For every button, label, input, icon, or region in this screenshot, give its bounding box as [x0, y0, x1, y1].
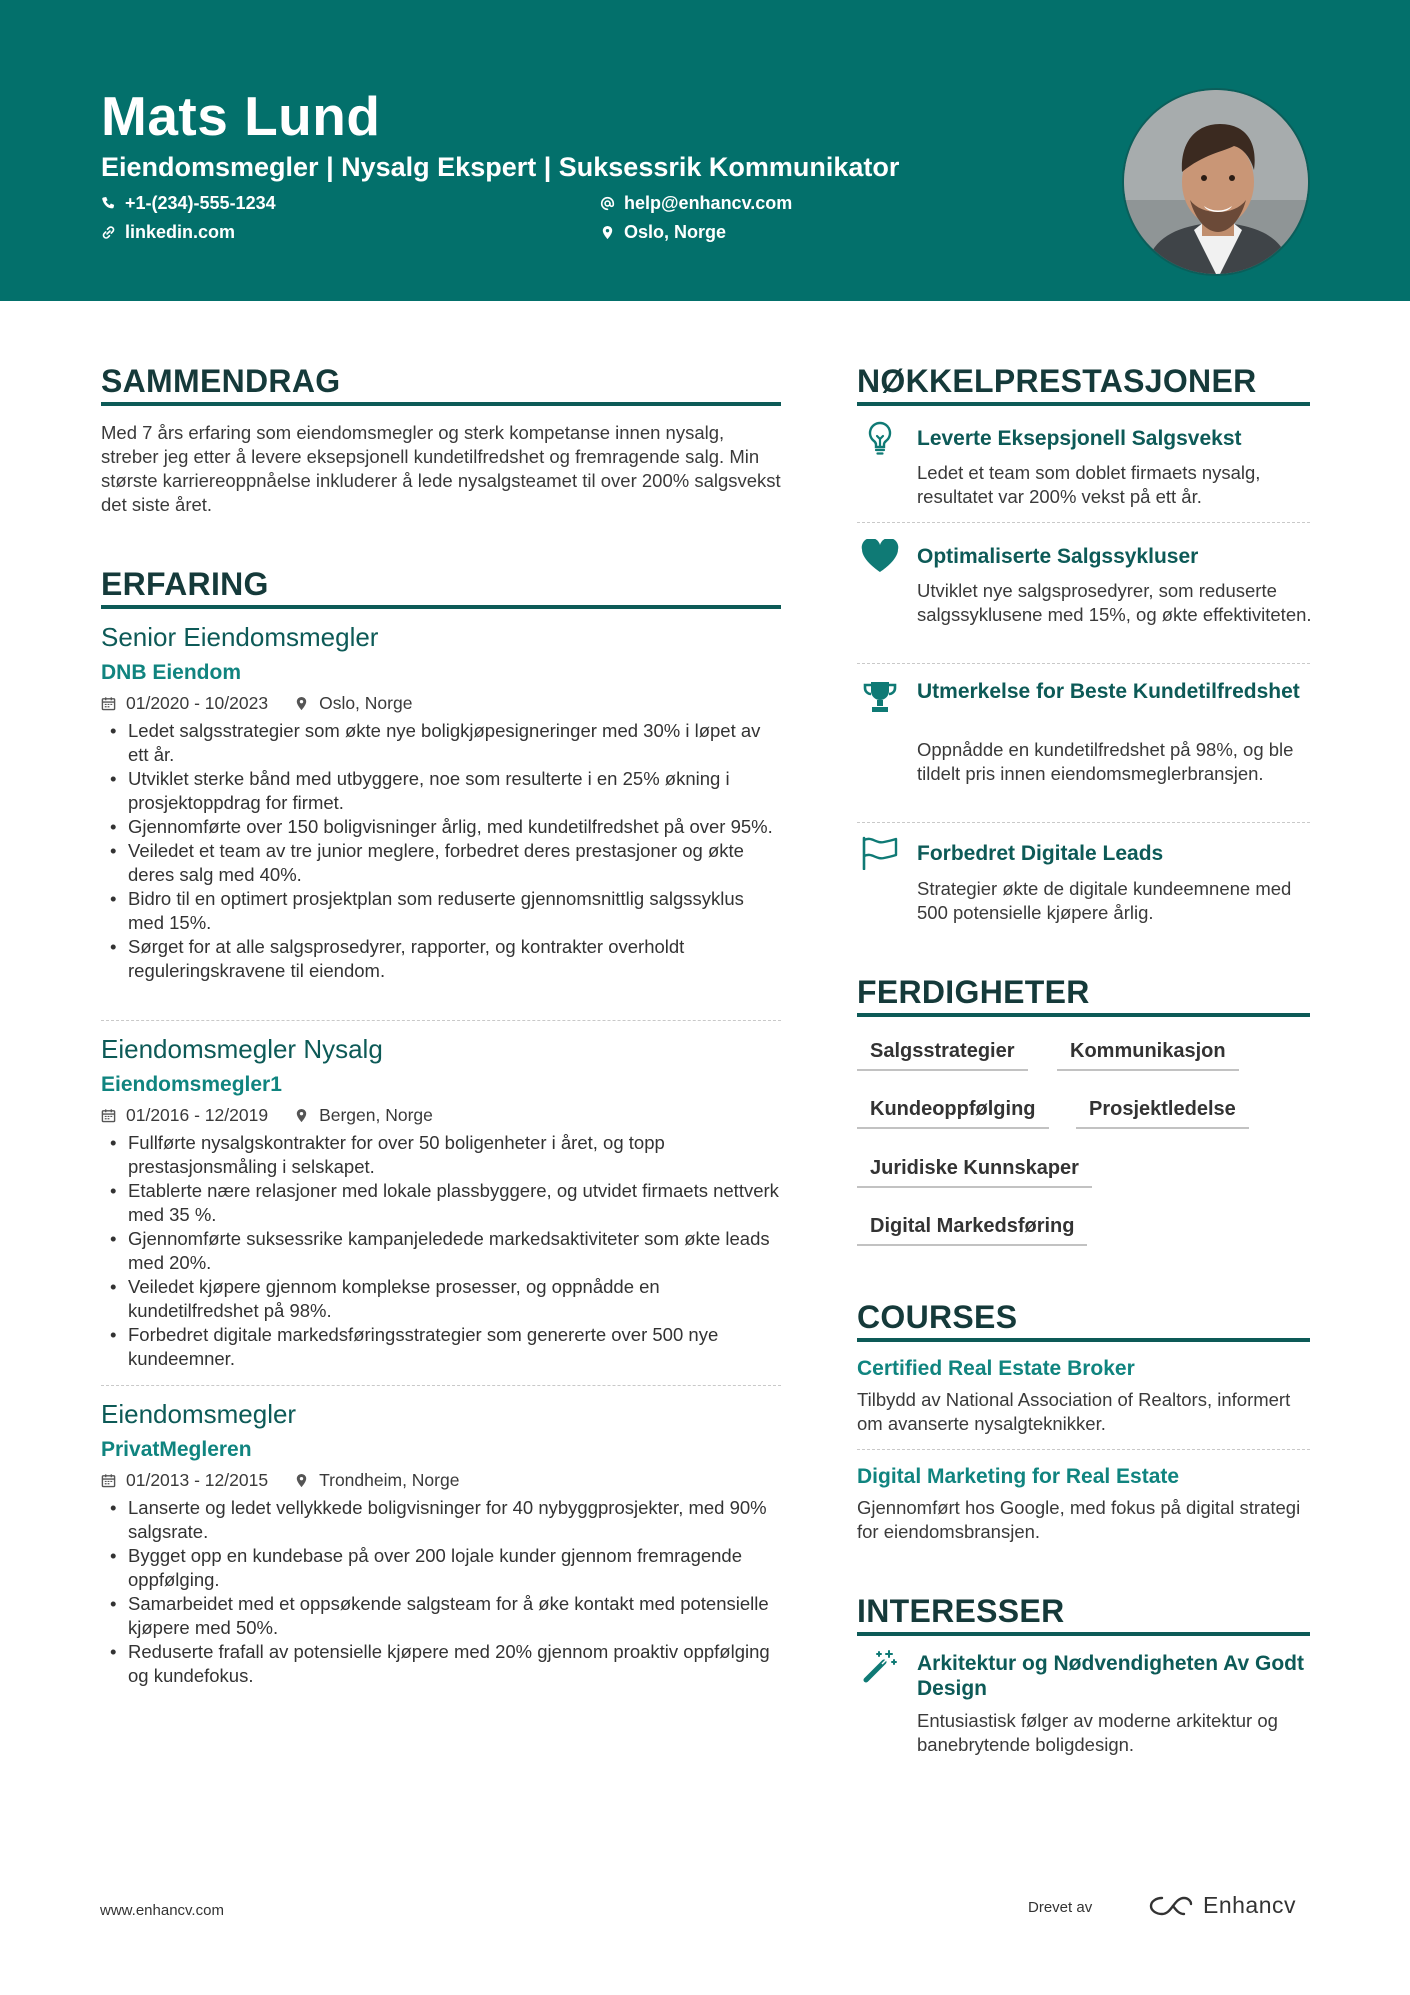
skill-tag: Juridiske Kunnskaper [857, 1154, 1092, 1188]
achievement-desc: Oppnådde en kundetilfredshet på 98%, og ble tildelt pris innen eiendomsmeglerbransjen. [917, 739, 1294, 784]
interests-heading: INTERESSER [857, 1593, 1065, 1629]
contact-phone [101, 193, 276, 214]
job-bullets [101, 1131, 781, 1371]
list-item: • Reduserte frafall av potensielle kjøpere med 20% gjennom proaktiv oppfølging og kundefokus. [101, 1640, 781, 1688]
location-pin-icon [600, 225, 615, 240]
location-text: Oslo, Norge [624, 222, 727, 242]
achievements-rule [857, 402, 1310, 406]
job-title: Eiendomsmegler Nysalg [101, 1034, 383, 1064]
job-dates: 01/2020 - 10/2023 [126, 693, 269, 713]
phone-icon [101, 196, 116, 211]
job-company: Eiendomsmegler1 [101, 1073, 282, 1096]
divider [857, 663, 1310, 664]
location-pin-icon [294, 696, 309, 711]
course-desc: Tilbydd av National Association of Realtors, informert om avanserte nysalgteknikker. [857, 1389, 1291, 1434]
linkedin-text[interactable]: linkedin.com [125, 222, 236, 242]
job-location: Trondheim, Norge [319, 1470, 460, 1490]
job-location: Oslo, Norge [319, 693, 413, 713]
contact-location [600, 222, 726, 243]
profile-photo [1122, 88, 1310, 276]
summary-heading: SAMMENDRAG [101, 363, 341, 399]
achievements-heading: NØKKELPRESTASJONER [857, 363, 1257, 399]
job-location: Bergen, Norge [319, 1105, 433, 1125]
candidate-name: Mats Lund [101, 85, 381, 147]
job-dates: 01/2016 - 12/2019 [126, 1105, 269, 1125]
skill-tag: Prosjektledelse [1076, 1095, 1249, 1129]
experience-rule [101, 605, 781, 609]
enhancv-logo-icon [1148, 1894, 1194, 1918]
divider [857, 1449, 1310, 1450]
location-pin-icon [294, 1473, 309, 1488]
at-icon [600, 196, 615, 211]
course-title: Digital Marketing for Real Estate [857, 1465, 1180, 1488]
contact-email[interactable] [600, 193, 792, 214]
skill-tag: Salgsstrategier [857, 1037, 1028, 1071]
job-company: DNB Eiendom [101, 661, 242, 684]
achievement-desc: Ledet et team som doblet firmaets nysalg, resultatet var 200% vekst på ett år. [917, 462, 1261, 507]
contact-linkedin[interactable] [101, 222, 235, 243]
list-item: • Fullførte nysalgskontrakter for over 50 boligenheter i året, og topp prestasjonsmåling i selskapet. [101, 1131, 781, 1179]
heart-icon [860, 538, 900, 574]
job-meta [101, 1105, 433, 1126]
job-bullets [101, 1496, 781, 1688]
job-title: Eiendomsmegler [101, 1399, 297, 1429]
list-item: • Veiledet et team av tre junior meglere, forbedret deres prestasjoner og økte deres salg med 40%. [101, 839, 781, 887]
location-pin-icon [294, 1108, 309, 1123]
interest-desc: Entusiastisk følger av moderne arkitektur og banebrytende boligdesign. [917, 1710, 1278, 1755]
enhancv-logo-text: Enhancv [1203, 1892, 1297, 1918]
interest-title: Arkitektur og Nødvendigheten Av Godt Design [917, 1652, 1304, 1700]
list-item: • Sørget for at alle salgsprosedyrer, rapporter, og kontrakter overholdt reguleringskravene til eiendom. [101, 935, 781, 983]
skill-tag: Digital Markedsføring [857, 1212, 1087, 1246]
list-item: • Gjennomførte over 150 boligvisninger årlig, med kundetilfredshet på over 95%. [101, 815, 781, 839]
job-title: Senior Eiendomsmegler [101, 622, 379, 652]
job-company: PrivatMegleren [101, 1438, 252, 1461]
list-item: • Ledet salgsstrategier som økte nye boligkjøpesigneringer med 30% i løpet av ett år. [101, 719, 781, 767]
interests-rule [857, 1632, 1310, 1636]
course-title: Certified Real Estate Broker [857, 1357, 1135, 1380]
divider [857, 822, 1310, 823]
trophy-icon [860, 679, 900, 715]
achievement-desc: Strategier økte de digitale kundeemnene med 500 potensielle kjøpere årlig. [917, 878, 1292, 923]
job-meta [101, 1470, 459, 1491]
divider [101, 1020, 781, 1021]
achievement-title: Forbedret Digitale Leads [917, 842, 1164, 865]
list-item: • Bidro til en optimert prosjektplan som reduserte gjennomsnittlig salgssyklus med 15%. [101, 887, 781, 935]
link-icon [101, 225, 116, 240]
divider [101, 1385, 781, 1386]
skills-heading: FERDIGHETER [857, 974, 1090, 1010]
list-item: • Bygget opp en kundebase på over 200 lojale kunder gjennom fremragende oppfølging. [101, 1544, 781, 1592]
list-item: • Utviklet sterke bånd med utbyggere, noe som resulterte i en 25% økning i prosjektoppdrag for firmet. [101, 767, 781, 815]
courses-rule [857, 1338, 1310, 1342]
lightbulb-icon [860, 420, 900, 456]
skill-tag: Kommunikasjon [1057, 1037, 1239, 1071]
achievement-title: Utmerkelse for Beste Kundetilfredshet [917, 680, 1300, 703]
achievement-title: Optimaliserte Salgssykluser [917, 545, 1199, 568]
summary-rule [101, 402, 781, 406]
achievement-desc: Utviklet nye salgsprosedyrer, som reduserte salgssyklusene med 15%, og økte effektiviteten. [917, 580, 1312, 625]
list-item: • Etablerte nære relasjoner med lokale plassbyggere, og utvidet firmaets nettverk med 35 %. [101, 1179, 781, 1227]
achievement-title: Leverte Eksepsjonell Salgsvekst [917, 427, 1242, 450]
list-item: • Samarbeidet med et oppsøkende salgsteam for å øke kontakt med potensielle kjøpere med 50%. [101, 1592, 781, 1640]
resume-header [0, 0, 1410, 301]
magic-wand-icon [860, 1648, 900, 1684]
skills-rule [857, 1013, 1310, 1017]
email-text[interactable]: help@enhancv.com [624, 193, 793, 213]
calendar-icon [101, 696, 116, 711]
calendar-icon [101, 1473, 116, 1488]
flag-icon [860, 835, 900, 871]
list-item: • Gjennomførte suksessrike kampanjeledede markedsaktiviteter som økte leads med 20%. [101, 1227, 781, 1275]
footer-powered-by: Drevet av [1028, 1899, 1093, 1916]
footer-website[interactable]: www.enhancv.com [100, 1902, 224, 1919]
courses-heading: COURSES [857, 1299, 1018, 1335]
list-item: • Lanserte og ledet vellykkede boligvisninger for 40 nybyggprosjekter, med 90% salgsrate. [101, 1496, 781, 1544]
list-item: • Forbedret digitale markedsføringsstrategier som genererte over 500 nye kundeemner. [101, 1323, 781, 1371]
summary-text: Med 7 års erfaring som eiendomsmegler og sterk kompetanse innen nysalg, streber jeg etter å levere eksepsjonell kundetilfredshet og fremragende salg. Min største karriereoppnåelse inkluderer å lede nysalgsteamet til over 200% salgsvekst det siste året. [101, 422, 781, 515]
skill-tag: Kundeoppfølging [857, 1095, 1049, 1129]
divider [857, 522, 1310, 523]
phone-text: +1-(234)-555-1234 [125, 193, 276, 213]
job-bullets [101, 719, 781, 983]
job-dates: 01/2013 - 12/2015 [126, 1470, 269, 1490]
course-desc: Gjennomført hos Google, med fokus på digital strategi for eiendomsbransjen. [857, 1497, 1301, 1542]
enhancv-logo[interactable] [1148, 1892, 1296, 1919]
candidate-tagline: Eiendomsmegler | Nysalg Ekspert | Suksessrik Kommunikator [101, 152, 900, 182]
calendar-icon [101, 1108, 116, 1123]
job-meta [101, 693, 412, 714]
list-item: • Veiledet kjøpere gjennom komplekse prosesser, og oppnådde en kundetilfredshet på 98%. [101, 1275, 781, 1323]
experience-heading: ERFARING [101, 566, 269, 602]
